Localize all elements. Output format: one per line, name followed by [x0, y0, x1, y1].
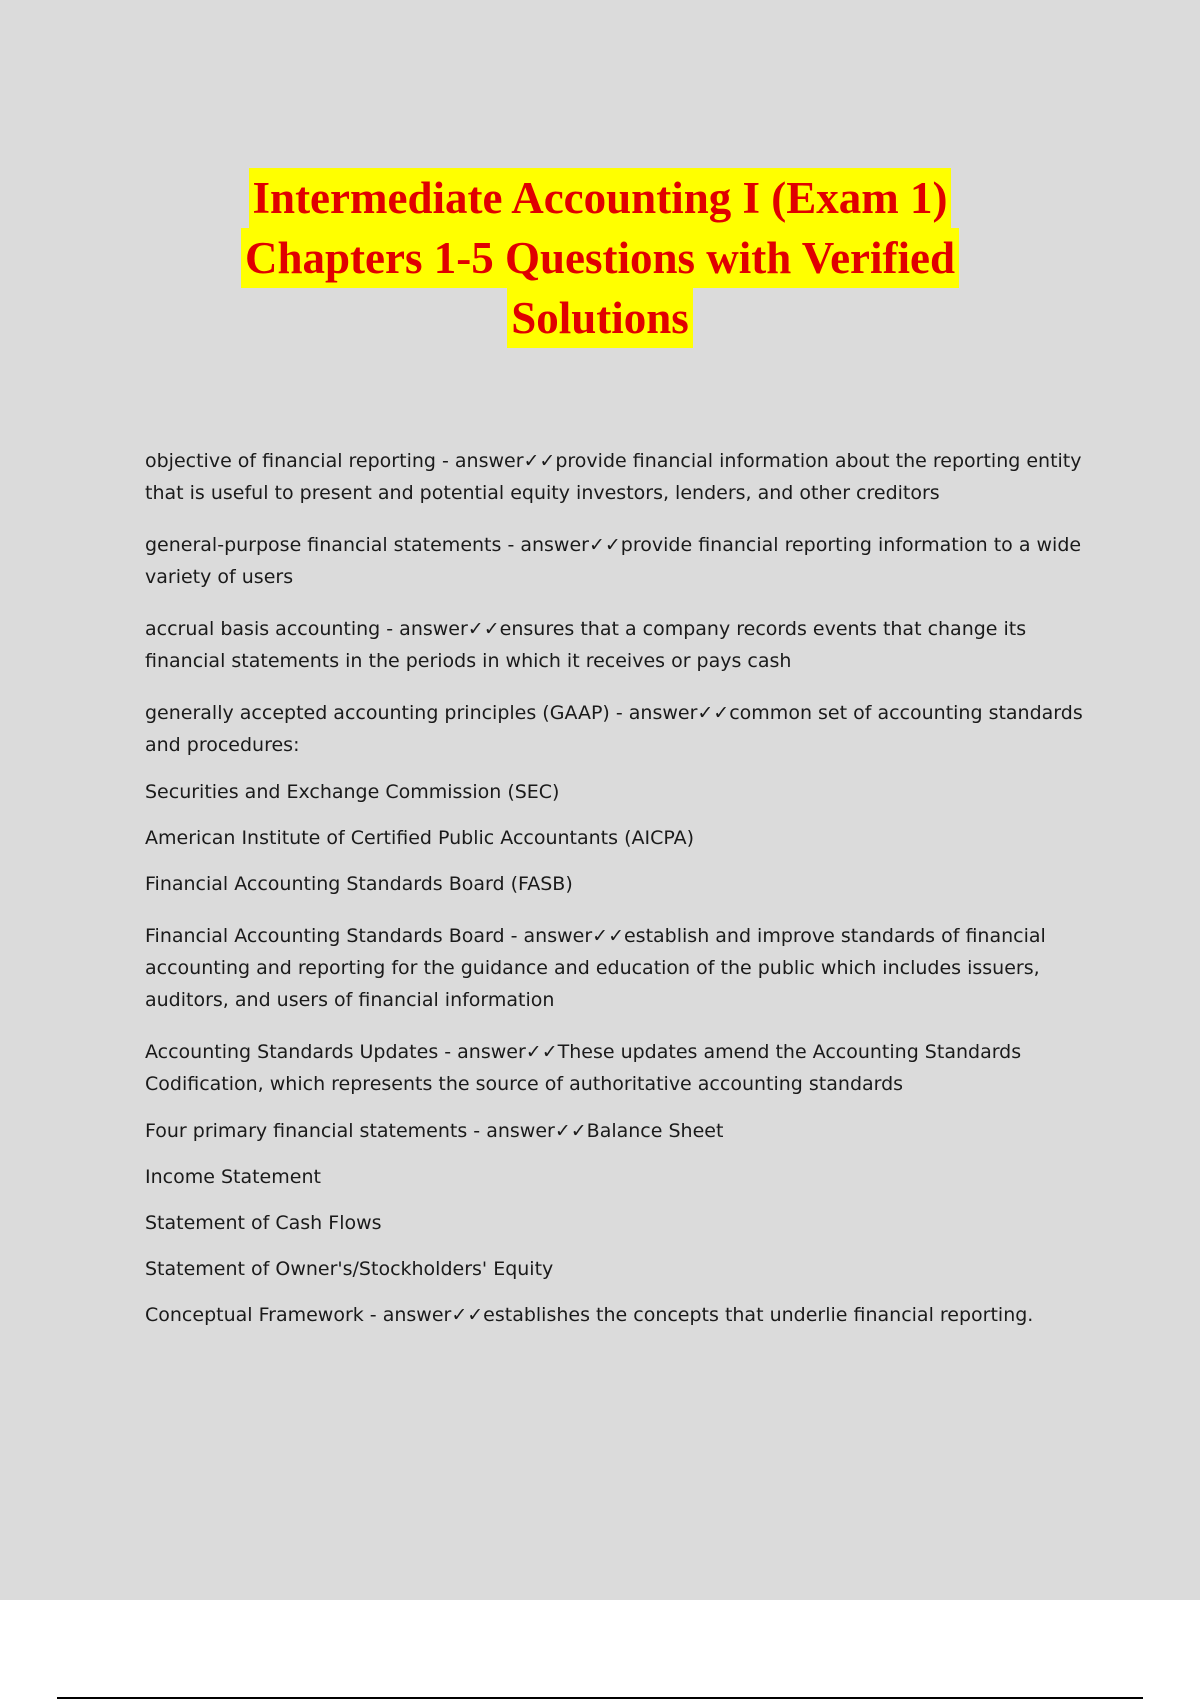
title-line-1: Intermediate Accounting I (Exam 1): [249, 168, 952, 228]
list-line: Securities and Exchange Commission (SEC): [145, 781, 560, 803]
qa-paragraph: accrual basis accounting - answer✓✓ensures that a company records events that change its financial statements in the periods in which it receives or pays cash: [145, 618, 1027, 672]
qa-paragraph: Conceptual Framework - answer✓✓establishes the concepts that underlie financial reporting.: [145, 1304, 1034, 1326]
qa-paragraph: Four primary financial statements - answer✓✓Balance Sheet: [145, 1120, 724, 1142]
title-line-3: Solutions: [507, 288, 693, 348]
qa-paragraph: Financial Accounting Standards Board - answer✓✓establish and improve standards of financial accounting and reporting for the guidance and education of the public which includes issuers, auditors, and users of financial information: [145, 925, 1046, 1011]
document-title: [0, 168, 1200, 348]
qa-paragraph: objective of financial reporting - answer✓✓provide financial information about the reporting entity that is useful to present and potential equity investors, lenders, and other creditors: [145, 450, 1082, 504]
qa-paragraph: general-purpose financial statements - answer✓✓provide financial reporting information to a wide variety of users: [145, 534, 1082, 588]
qa-paragraph: Accounting Standards Updates - answer✓✓These updates amend the Accounting Standards Codification, which represents the source of authoritative accounting standards: [145, 1041, 1022, 1095]
page-divider: [57, 1697, 1143, 1699]
list-line: Income Statement: [145, 1166, 321, 1188]
list-line: Statement of Owner's/Stockholders' Equity: [145, 1258, 554, 1280]
title-line-2: Chapters 1-5 Questions with Verified: [241, 228, 959, 288]
qa-paragraph: generally accepted accounting principles (GAAP) - answer✓✓common set of accounting standards and procedures:: [145, 702, 1083, 756]
document-body: [145, 445, 1090, 1331]
list-line: Financial Accounting Standards Board (FASB): [145, 873, 573, 895]
list-line: American Institute of Certified Public Accountants (AICPA): [145, 827, 694, 849]
list-line: Statement of Cash Flows: [145, 1212, 382, 1234]
